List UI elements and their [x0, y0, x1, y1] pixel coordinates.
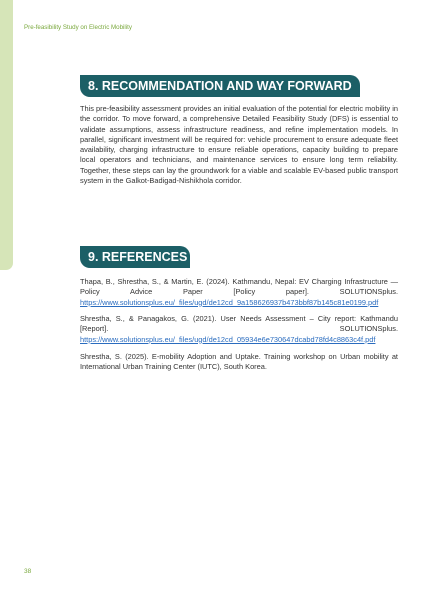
section-8-title: 8. RECOMMENDATION AND WAY FORWARD [80, 75, 360, 97]
side-accent-bar [0, 0, 13, 270]
reference-3-text: Shrestha, S. (2025). E-mobility Adoption and Uptake. Training workshop on Urban mobility at International Urban Training Center (IUTC), South Korea. [80, 352, 398, 372]
reference-3 [80, 352, 398, 373]
running-header: Pre-feasibility Study on Electric Mobility [24, 24, 132, 31]
section-8-body: This pre-feasibility assessment provides an initial evaluation of the potential for electric mobility in the corridor. To move forward, a comprehensive Detailed Feasibility Study (DFS) is essential to validate assumptions, assess infrastructure readiness, and refine implementation models. In parallel, significant investment will be required for: vehicle procurement to ensure adequate fleet availability, charging infrastructure to ensure reliable operations, capacity building to prepare local operators and technicians, and maintenance services to ensure long term reliability. Together, these steps can lay the groundwork for a viable and scalable EV-based public transport system in the Galkot-Badigad-Nishikhola corridor. [80, 104, 398, 186]
reference-2-text: Shrestha, S., & Panagakos, G. (2021). User Needs Assessment – City report: Kathmandu [Report]. SOLUTIONSplus. [80, 314, 398, 334]
reference-2 [80, 314, 398, 345]
reference-1-link[interactable]: https://www.solutionsplus.eu/_files/ugd/de12cd_9a158626937b473bbf87b145c81e0199.pdf [80, 297, 379, 307]
page-number: 38 [24, 568, 32, 575]
reference-1 [80, 277, 398, 308]
reference-1-text: Thapa, B., Shrestha, S., & Martin, E. (2024). Kathmandu, Nepal: EV Charging Infrastructure — Policy Advice Paper [Policy paper]. SOLUTIONSplus. [80, 277, 398, 297]
reference-2-link[interactable]: https://www.solutionsplus.eu/_files/ugd/de12cd_05934e6e730647dcabd78fd4c8863c4f.pdf [80, 334, 376, 344]
section-9-title: 9. REFERENCES [80, 246, 190, 268]
